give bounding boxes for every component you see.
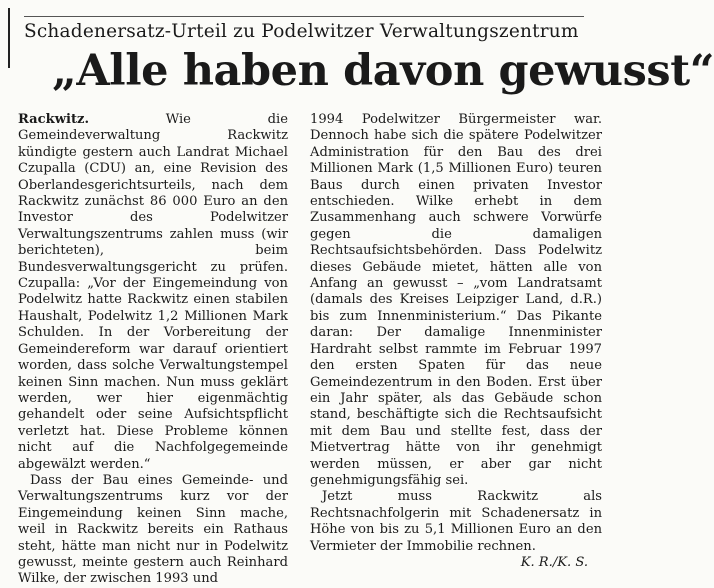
article-headline: „Alle haben davon gewusst“ xyxy=(52,46,714,96)
dateline: Rackwitz. xyxy=(18,112,89,127)
paragraph-1 xyxy=(18,112,288,473)
newspaper-clipping xyxy=(8,8,714,587)
article-body xyxy=(18,112,606,587)
paragraph-3: 1994 Podelwitzer Bürgermeister war. Dennoch habe sich die spätere Podelwitzer Administration für den Bau des drei Millionen Mark (1,5 Millionen Euro) teuren Baus durch einen privaten Investor entschieden. Wilke erhebt in dem Zusammenhang auch schwere Vorwürfe gegen die damaligen Rechtsaufsichtsbehörden. Dass Podelwitz dieses Gebäude mietet, hätten alle von Anfang an gewusst – „vom Landratsamt (damals des Kreises Leipziger Land, d.R.) bis zum Innenministerium.“ Das Pikante daran: Der damalige Innenminister Hardraht selbst rammte im Februar 1997 den ersten Spaten für das neue Gemeindezentrum in den Boden. Erst über ein Jahr später, als das Gebäude schon stand, beschäftigte sich die Rechtsaufsicht mit dem Bau und stellte fest, dass der Mietvertrag hätte von ihr genehmigt werden müssen, er aber gar nicht genehmigungsfähig sei. xyxy=(310,112,602,488)
article-kicker: Schadenersatz-Urteil zu Podelwitzer Verwaltungszentrum xyxy=(24,16,584,42)
scan-edge-mark xyxy=(8,8,10,68)
left-column xyxy=(18,112,288,588)
right-column xyxy=(310,112,602,571)
paragraph-4: Jetzt muss Rackwitz als Rechtsnachfolgerin mit Schadenersatz in Höhe von bis zu 5,1 Millionen Euro an den Vermieter der Immobilie rechnen. xyxy=(310,489,602,554)
paragraph-1-text: Wie die Gemeindeverwaltung Rackwitz kündigte gestern auch Landrat Michael Czupalla (CDU) an, eine Revision des Oberlandesgerichtsurteils, nach dem Rackwitz zunächst 86 000 Euro an den Investor des Podelwitzer Verwaltungszentrums zahlen muss (wir berichteten), beim Bundesverwaltungsgericht zu prüfen. Czupalla: „Vor der Eingemeindung von Podelwitz hatte Rackwitz einen stabilen Haushalt, Podelwitz 1,2 Millionen Mark Schulden. In der Vorbereitung der Gemeindereform war darauf orientiert worden, dass solche Verwaltungstempel keinen Sinn machen. Nun muss geklärt werden, wer hier eigenmächtig gehandelt oder seine Aufsichtspflicht verletzt hat. Diese Probleme können nicht auf die Nachfolgegemeinde abgewälzt werden.“ xyxy=(18,112,288,472)
paragraph-2: Dass der Bau eines Gemeinde- und Verwaltungszentrums kurz vor der Eingemeindung keinen Sinn mache, weil in Rackwitz bereits ein Rathaus steht, hätte man nicht nur in Podelwitz gewusst, meinte gestern auch Reinhard Wilke, der zwischen 1993 und xyxy=(18,472,288,587)
author-byline: K. R./K. S. xyxy=(520,554,588,570)
